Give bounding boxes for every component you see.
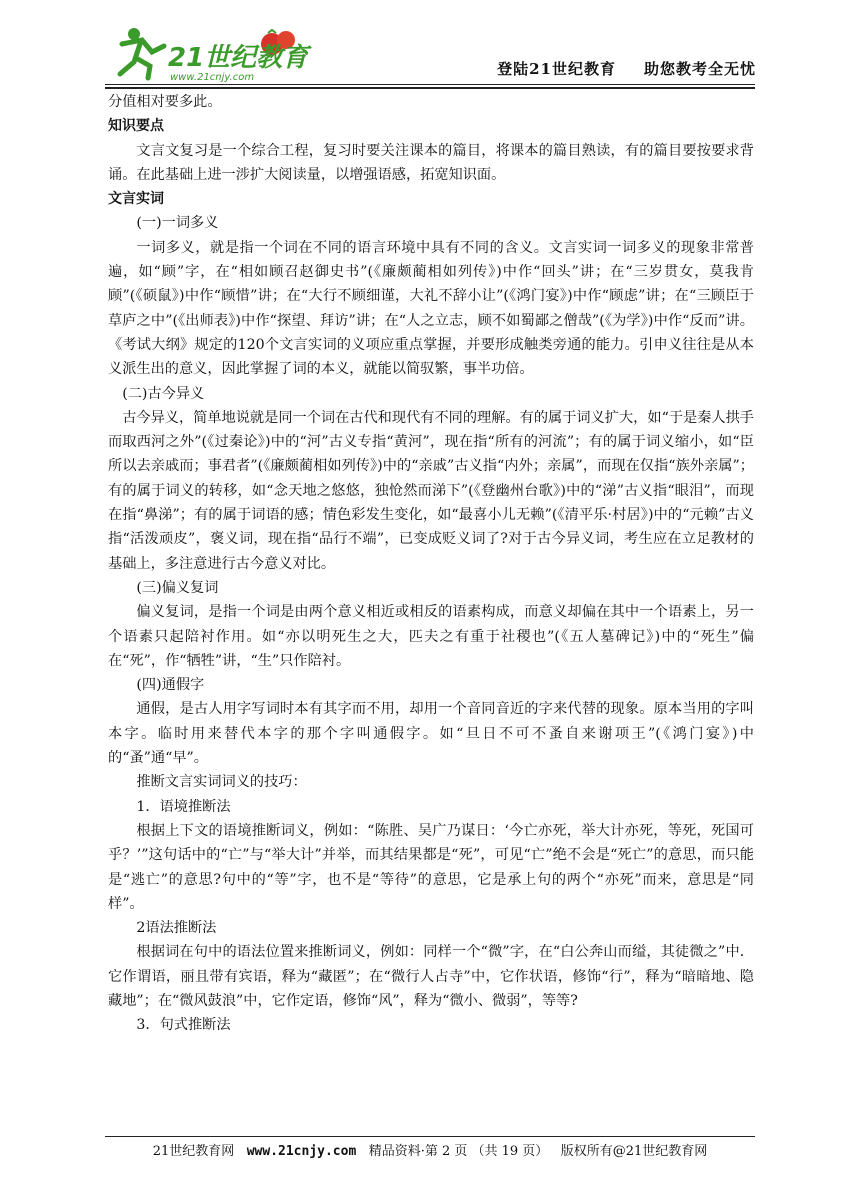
paragraph: 根据词在句中的语法位置来推断词义，例如：同样一个“微”字，在“白公奔山而缢，其徒微之”中．它作谓语，丽且带有宾语，释为“藏匿”；在“微行人占寺”中，它作状语，修饰“行”，释为“暗暗地、隐藏地”；在“微风鼓浪”中，它作定语，修饰“风”，释为“微小、微弱”，等等? (108, 944, 754, 1009)
logo-text: 21世纪教育 (168, 43, 309, 73)
paragraph: 一词多义，就是指一个词在不同的语言环境中具有不同的含义。文言实词一词多义的现象非常普遍，如“顾”字，在“相如顾召赵御史书”(《廉颇蔺相如列传》)中作“回头”讲；在“三岁贯女，莫我肯顾”(《硕鼠》)中作“顾惜”讲；在“大行不顾细谨，大礼不辞小让”(《鸿门宴》)中作“顾虑”讲；在“三顾臣于草庐之中”(《出师表》)中作“探望、拜访”讲；在“人之立志，顾不如蜀鄙之僧哉”(《为学》)中作“反而”讲。《考试大纲》规定的120个文言实词的义项应重点掌握，并要形成触类旁通的能力。引申义往往是从本义派生出的意义，因此掌握了词的本义，就能以简驭繁，事半功倍。 (108, 239, 754, 378)
paragraph: 推断文言实词词义的技巧： (136, 774, 307, 791)
logo-url: www.21cnjy.com (170, 72, 255, 83)
footer-site-name: 21世纪教育网 (152, 1144, 235, 1159)
paragraph: 通假，是古人用字写词时本有其字而不用，却用一个音同音近的字来代替的现象。原本当用的字叫本字。临时用来替代本字的那个字叫通假字。如“旦日不可不蚤自来谢项王”(《鸿门宴》)中的“蚤”通“早”。 (108, 701, 754, 767)
slogan-left: 登陆21世纪教育 (497, 60, 616, 78)
page-header (0, 0, 860, 92)
subsection-heading: (四)通假字 (136, 677, 205, 694)
subsection-heading: (二)古今异义 (122, 385, 205, 402)
method-heading: 1．语境推断法 (136, 798, 231, 815)
paragraph: 文言文复习是一个综合工程，复习时要关注课本的篇目，将课本的篇目熟读，有的篇目要按要求背诵。在此基础上进一涉扩大阅读量，以增强语感，拓宽知识面。 (108, 142, 754, 183)
page-footer (0, 1140, 860, 1159)
document-body (108, 90, 754, 1038)
method-heading: 3．句式推断法 (136, 1017, 231, 1034)
footer-copyright: 版权所有@21世纪教育网 (560, 1144, 708, 1159)
section-heading: 知识要点 (108, 118, 164, 135)
paragraph: 古今异义，简单地说就是同一个词在古代和现代有不同的理解。有的属于词义扩大，如“于是秦人拱手而取西河之外”(《过秦论》)中的“河”古义专指“黄河”，现在指“所有的河流”；有的属于词义缩小，如“臣所以去亲戚而；事君者”(《廉颇蔺相如列传》)中的“亲戚”古义指“内外；亲属”，而现在仅指“族外亲属”；有的属于词义的转移，如“念天地之悠悠，独怆然而涕下”(《登幽州台歌》)中的“涕”古义指“眼泪”，而现在指“鼻涕”；有的属于词语的感；情色彩发生变化，如“最喜小儿无赖”(《清平乐·村居》)中的“元赖”古义指“活泼顽皮”，褒义词，现在指“品行不端”，已变成贬义词了?对于古今异义词，考生应在立足教材的基础上，多注意进行古今意义对比。 (108, 409, 754, 572)
footer-url[interactable]: www.21cnjy.com (246, 1144, 357, 1159)
header-rule-thick (105, 87, 755, 89)
slogan-right: 助您教考全无忧 (643, 60, 756, 78)
paragraph: 根据上下文的语境推断词义，例如：“陈胜、吴广乃谋日：‘今亡亦死，举大计亦死，等死，死国可乎？’”这句话中的“亡”与“举大计”并举，而其结果都是“死”，可见“亡”绝不会是“死亡”的意思，而只能是“逃亡”的意思?句中的“等”字，也不是“等待”的意思，它是承上句的两个“亦死”而来，意思是“同样”。 (108, 822, 754, 912)
paragraph: 偏义复词，是指一个词是由两个意义相近或相反的语素构成，而意义却偏在其中一个语素上，另一个语素只起陪衬作用。如“亦以明死生之大，匹夫之有重于社稷也”(《五人墓碑记》)中的“死生”偏在“死”，作“牺牲”讲，“生”只作陪衬。 (108, 604, 754, 669)
section-heading: 文言实词 (108, 191, 164, 208)
running-figure-icon (120, 28, 164, 78)
subsection-heading: (三)偏义复词 (136, 579, 219, 596)
header-rule (105, 84, 755, 85)
paragraph: 分值相对要多此。 (108, 94, 222, 110)
subsection-heading: (一)一词多义 (136, 215, 219, 232)
method-heading: 2语法推断法 (136, 920, 217, 937)
footer-rule (105, 1136, 755, 1137)
header-slogan (497, 58, 756, 79)
footer-page-info: 精品资料·第 2 页 （共 19 页） (368, 1144, 549, 1159)
site-logo (112, 22, 312, 84)
